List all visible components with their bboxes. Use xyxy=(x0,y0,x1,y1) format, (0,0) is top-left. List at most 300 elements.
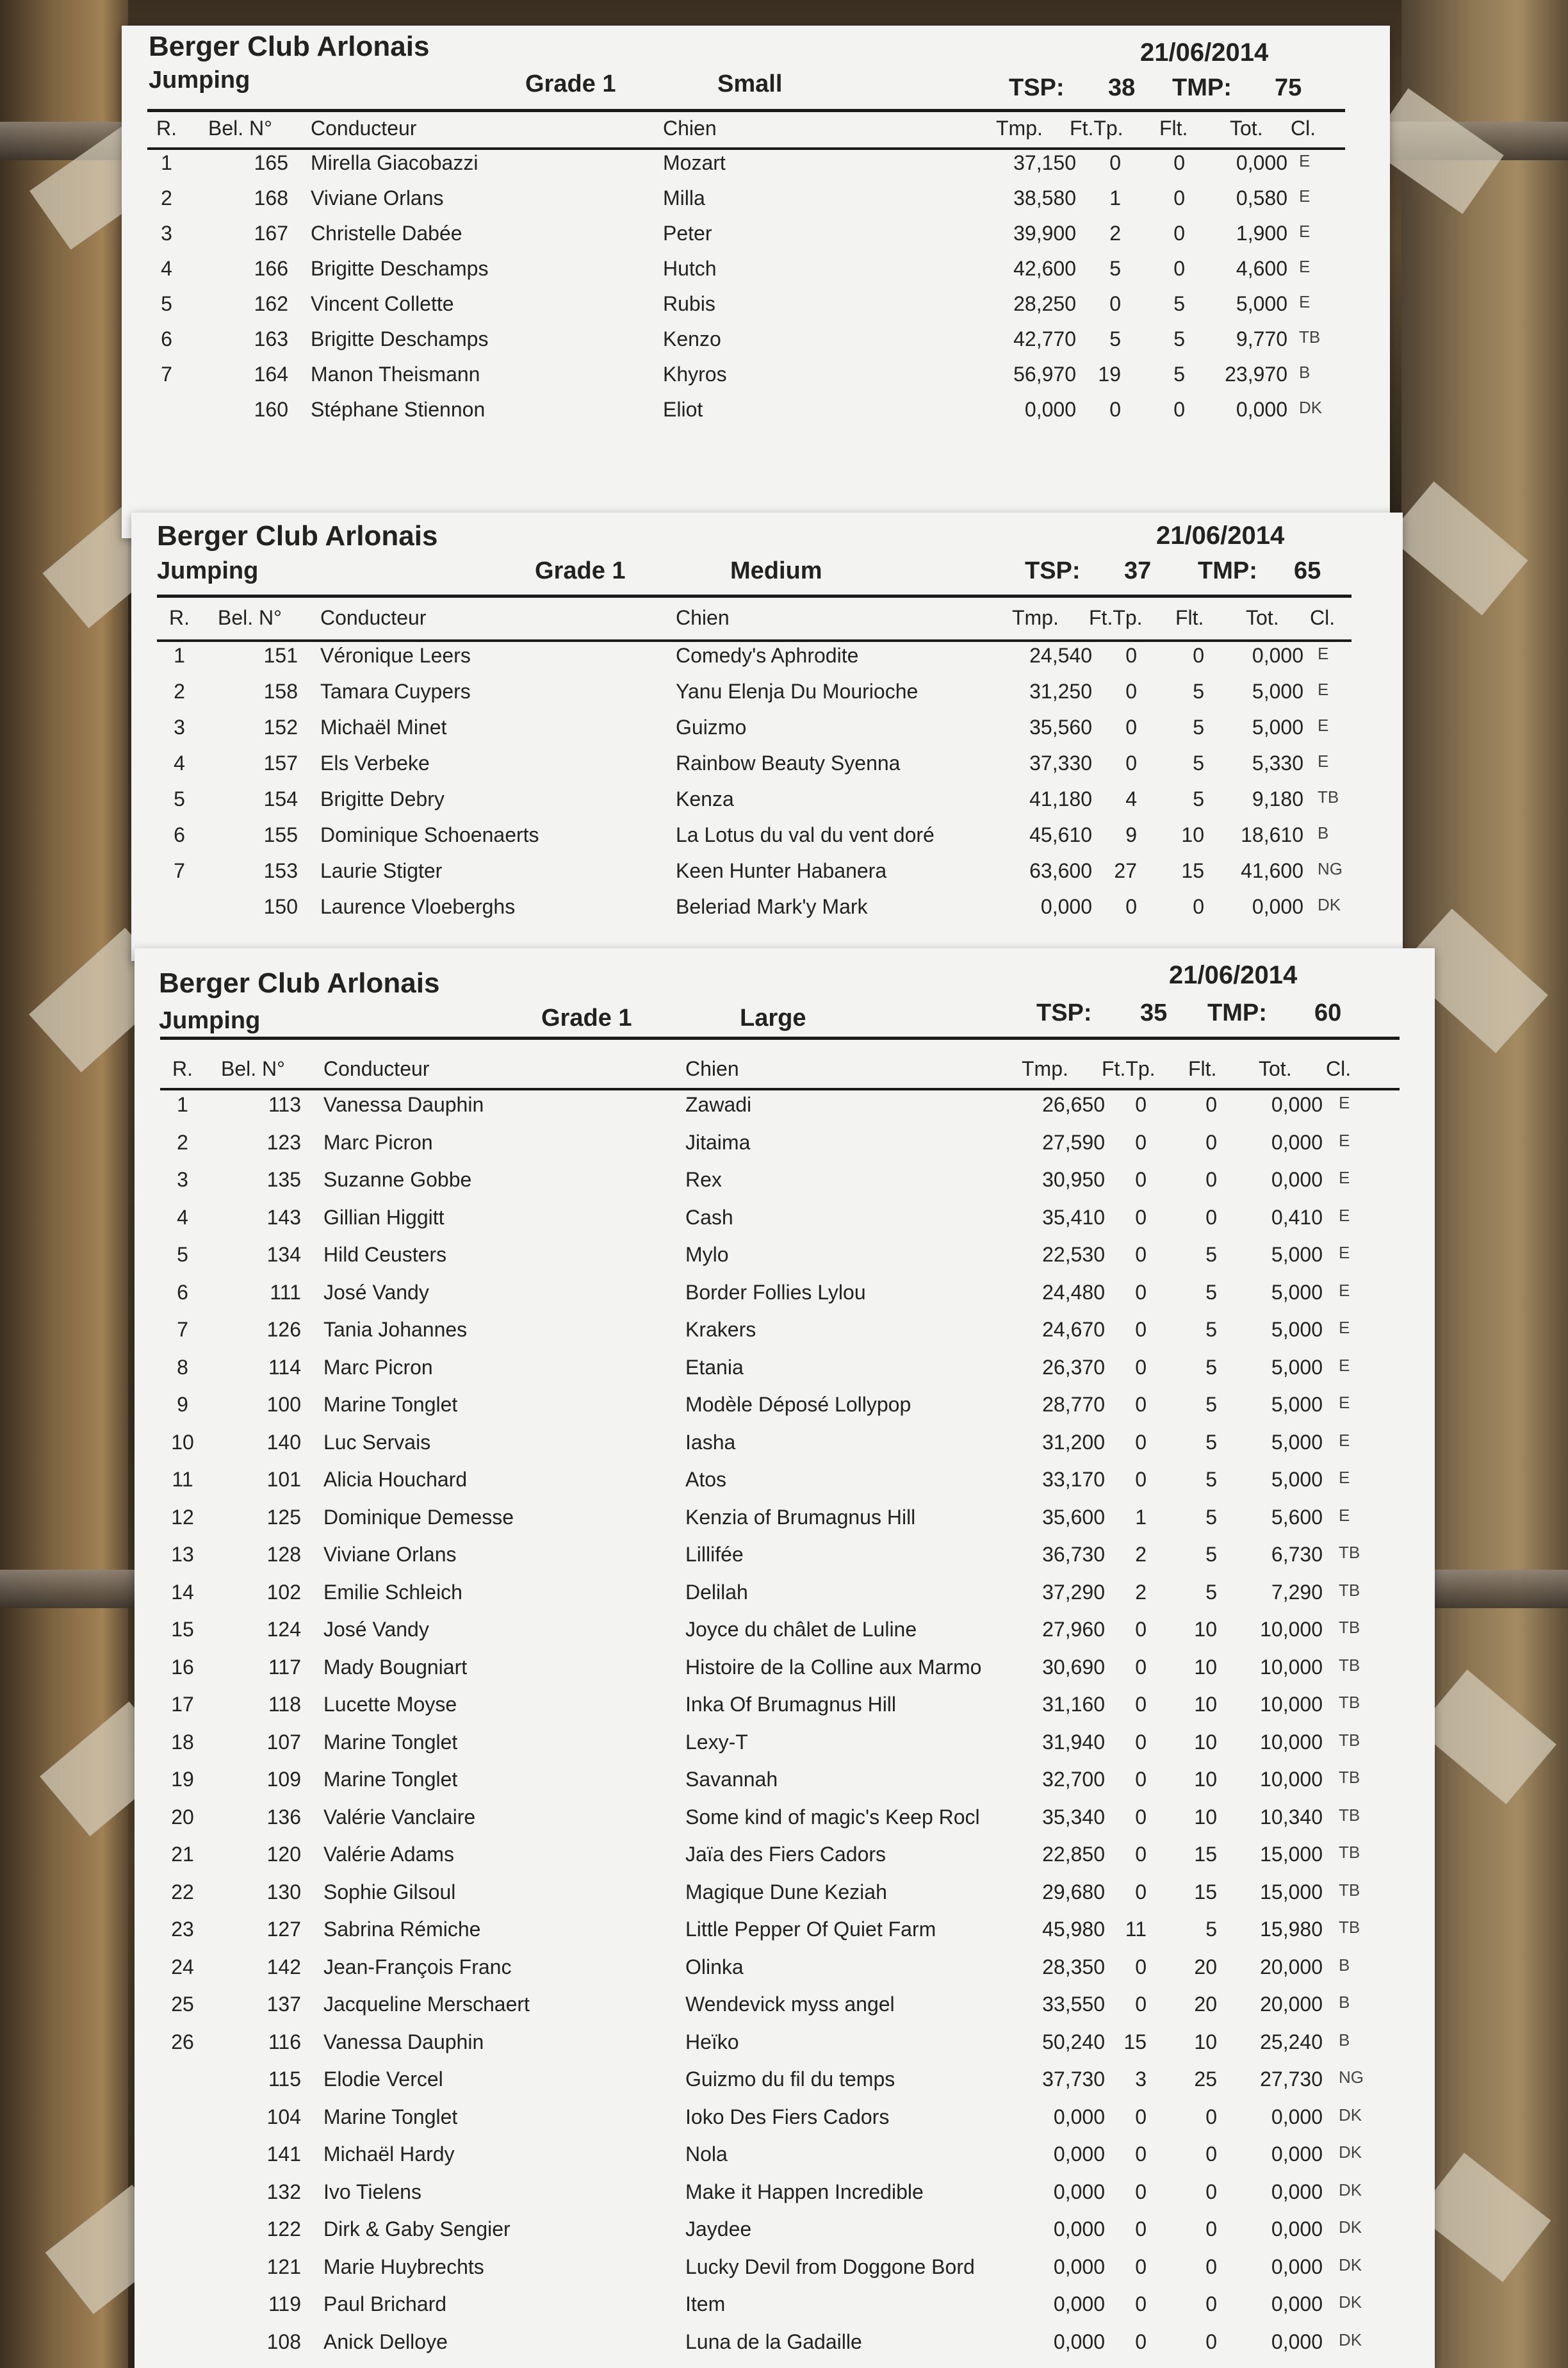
handler-cell: Dirk & Gaby Sengier xyxy=(323,2217,510,2241)
results-sheet-medium xyxy=(131,513,1403,961)
table-row xyxy=(131,644,1403,677)
tsp-label: TSP: xyxy=(1036,999,1092,1026)
faults-cell: 0 xyxy=(1205,2217,1217,2241)
time-faults-cell: 0 xyxy=(1135,1805,1147,1829)
grade-cell: TB xyxy=(1339,1843,1360,1862)
col-grade: Cl. xyxy=(1326,1057,1352,1080)
rank-cell: 7 xyxy=(161,363,172,386)
bib-cell: 153 xyxy=(263,859,298,882)
handler-cell: Marine Tonglet xyxy=(323,1393,458,1416)
table-row xyxy=(135,1506,1435,1539)
rank-cell: 2 xyxy=(174,680,185,703)
col-handler: Conducteur xyxy=(323,1057,430,1080)
col-rank: R. xyxy=(172,1057,193,1080)
rank-cell: 1 xyxy=(174,644,185,667)
handler-cell: Marc Picron xyxy=(323,1130,433,1154)
time-cell: 28,250 xyxy=(1013,292,1076,315)
dog-cell: Peter xyxy=(663,222,712,245)
total-cell: 5,000 xyxy=(1271,1243,1323,1266)
total-cell: 25,240 xyxy=(1260,2030,1323,2053)
bib-cell: 135 xyxy=(266,1168,301,1191)
bib-cell: 127 xyxy=(266,1918,301,1941)
dog-cell: Nola xyxy=(685,2142,728,2166)
header-rule xyxy=(147,109,1345,112)
time-faults-cell: 0 xyxy=(1135,1955,1147,1978)
table-row xyxy=(135,1731,1435,1764)
faults-cell: 10 xyxy=(1194,1768,1217,1791)
col-time: Tmp. xyxy=(1022,1057,1068,1080)
dog-cell: Hutch xyxy=(663,257,717,280)
table-row xyxy=(135,2030,1435,2064)
faults-cell: 5 xyxy=(1205,1393,1217,1416)
time-faults-cell: 0 xyxy=(1135,1993,1147,2016)
table-row xyxy=(135,1431,1435,1464)
bib-cell: 124 xyxy=(266,1618,301,1641)
dog-cell: Modèle Déposé Lollypop xyxy=(685,1393,911,1416)
dog-cell: Magique Dune Keziah xyxy=(685,1880,887,1903)
faults-cell: 5 xyxy=(1193,716,1204,739)
grade-cell: E xyxy=(1339,1243,1350,1262)
dog-cell: Delilah xyxy=(685,1580,748,1604)
rank-cell: 9 xyxy=(177,1393,188,1416)
time-faults-cell: 0 xyxy=(1135,1655,1147,1679)
col-dog: Chien xyxy=(663,117,717,140)
grade-cell: DK xyxy=(1339,2330,1362,2349)
time-cell: 37,730 xyxy=(1042,2068,1105,2091)
faults-cell: 0 xyxy=(1205,1130,1217,1154)
table-row xyxy=(135,2217,1435,2251)
bib-cell: 118 xyxy=(268,1693,301,1716)
time-faults-cell: 0 xyxy=(1135,2255,1147,2278)
bib-cell: 155 xyxy=(263,823,298,846)
tsp-value: 37 xyxy=(1124,557,1152,584)
dog-cell: Rubis xyxy=(663,292,715,315)
bib-cell: 162 xyxy=(254,292,288,315)
header-rule xyxy=(160,1088,1400,1090)
table-row xyxy=(135,1768,1435,1801)
bib-cell: 113 xyxy=(268,1093,301,1116)
dog-cell: Jaïa des Fiers Cadors xyxy=(685,1843,886,1866)
faults-cell: 0 xyxy=(1205,2105,1217,2128)
time-cell: 29,680 xyxy=(1042,1880,1105,1903)
grade-cell: B xyxy=(1339,1955,1350,1975)
faults-cell: 15 xyxy=(1181,859,1204,882)
col-rank: R. xyxy=(156,117,177,140)
column-header-row xyxy=(131,606,1403,639)
dog-cell: Kenzia of Brumagnus Hill xyxy=(685,1505,916,1529)
col-faults: Flt. xyxy=(1175,606,1204,629)
handler-cell: Lucette Moyse xyxy=(323,1693,457,1716)
rank-cell: 10 xyxy=(171,1430,194,1454)
rank-cell: 26 xyxy=(171,2030,194,2053)
handler-cell: Laurence Vloeberghs xyxy=(320,895,516,918)
faults-cell: 5 xyxy=(1205,1430,1217,1454)
time-faults-cell: 0 xyxy=(1109,151,1121,174)
col-bib: Bel. N° xyxy=(208,117,272,140)
table-row xyxy=(135,1393,1435,1426)
faults-cell: 25 xyxy=(1194,2068,1217,2091)
faults-cell: 0 xyxy=(1193,644,1204,667)
dog-cell: Lucky Devil from Doggone Bord xyxy=(685,2255,975,2278)
total-cell: 5,000 xyxy=(1271,1280,1323,1304)
rank-cell: 7 xyxy=(177,1318,188,1341)
bib-cell: 102 xyxy=(266,1580,301,1604)
faults-cell: 0 xyxy=(1173,186,1185,210)
total-cell: 0,000 xyxy=(1271,2180,1323,2203)
time-faults-cell: 11 xyxy=(1125,1918,1147,1941)
time-cell: 36,730 xyxy=(1042,1543,1105,1566)
handler-cell: Jacqueline Merschaert xyxy=(323,1993,530,2016)
faults-cell: 10 xyxy=(1194,1693,1217,1716)
dog-cell: Joyce du châlet de Luline xyxy=(685,1618,917,1641)
faults-cell: 0 xyxy=(1205,2255,1217,2278)
total-cell: 5,600 xyxy=(1271,1505,1323,1529)
total-cell: 0,000 xyxy=(1271,2330,1323,2353)
table-row xyxy=(131,680,1403,713)
rank-cell: 4 xyxy=(161,257,172,280)
header-rule xyxy=(157,639,1352,642)
table-row xyxy=(135,1318,1435,1351)
event-date: 21/06/2014 xyxy=(1169,961,1298,989)
col-grade: Cl. xyxy=(1291,117,1316,140)
total-cell: 0,000 xyxy=(1271,2255,1323,2278)
bib-cell: 128 xyxy=(266,1543,301,1566)
col-total: Tot. xyxy=(1246,606,1279,629)
rank-cell: 3 xyxy=(161,222,172,245)
table-row xyxy=(135,1880,1435,1914)
grade-cell: NG xyxy=(1339,2068,1364,2087)
faults-cell: 5 xyxy=(1205,1355,1217,1379)
dog-cell: Item xyxy=(685,2292,726,2315)
total-cell: 5,000 xyxy=(1271,1355,1323,1379)
time-cell: 35,340 xyxy=(1042,1805,1105,1829)
dog-cell: Savannah xyxy=(685,1768,778,1791)
grade: Grade 1 xyxy=(541,1005,632,1032)
dog-cell: Yanu Elenja Du Mourioche xyxy=(676,680,919,703)
dog-cell: Lexy-T xyxy=(685,1730,748,1754)
total-cell: 9,180 xyxy=(1252,787,1303,810)
time-cell: 0,000 xyxy=(1024,398,1076,421)
table-row xyxy=(131,752,1403,785)
dog-cell: Inka Of Brumagnus Hill xyxy=(685,1693,897,1716)
grade-cell: E xyxy=(1299,151,1311,170)
bib-cell: 120 xyxy=(266,1843,301,1866)
bib-cell: 114 xyxy=(268,1355,301,1379)
col-total: Tot. xyxy=(1230,117,1263,140)
total-cell: 0,410 xyxy=(1271,1205,1323,1229)
bib-cell: 165 xyxy=(254,151,288,174)
handler-cell: Mady Bougniart xyxy=(323,1655,468,1679)
bib-cell: 152 xyxy=(263,716,298,739)
time-faults-cell: 0 xyxy=(1135,2105,1147,2128)
dog-cell: Guizmo xyxy=(676,716,747,739)
handler-cell: Michaël Minet xyxy=(320,716,447,739)
grade-cell: DK xyxy=(1339,2217,1362,2237)
table-row xyxy=(122,151,1390,185)
faults-cell: 0 xyxy=(1205,1168,1217,1191)
grade-cell: E xyxy=(1299,222,1311,241)
time-cell: 39,900 xyxy=(1013,222,1076,245)
handler-cell: Christelle Dabée xyxy=(311,222,462,245)
rank-cell: 22 xyxy=(171,1880,194,1903)
col-dog: Chien xyxy=(676,606,730,629)
time-cell: 27,590 xyxy=(1042,1130,1105,1154)
bib-cell: 125 xyxy=(266,1505,301,1529)
handler-cell: Anick Delloye xyxy=(323,2330,448,2353)
total-cell: 7,290 xyxy=(1271,1580,1323,1604)
rank-cell: 7 xyxy=(174,859,185,882)
bib-cell: 116 xyxy=(268,2030,301,2053)
header-rule xyxy=(147,147,1345,150)
dog-cell: Mozart xyxy=(663,151,726,174)
bib-cell: 101 xyxy=(266,1468,301,1491)
faults-cell: 5 xyxy=(1173,292,1185,315)
time-faults-cell: 0 xyxy=(1125,644,1137,667)
time-faults-cell: 0 xyxy=(1109,292,1121,315)
time-faults-cell: 19 xyxy=(1098,363,1121,386)
time-cell: 0,000 xyxy=(1053,2217,1105,2241)
rank-cell: 1 xyxy=(177,1093,188,1116)
wall-left xyxy=(0,0,128,2368)
time-faults-cell: 0 xyxy=(1135,1205,1147,1229)
time-faults-cell: 9 xyxy=(1125,823,1137,846)
faults-cell: 10 xyxy=(1181,823,1204,846)
total-cell: 5,000 xyxy=(1271,1468,1323,1491)
grade-cell: E xyxy=(1339,1093,1350,1112)
table-row xyxy=(131,895,1403,928)
time-faults-cell: 0 xyxy=(1109,398,1121,421)
time-faults-cell: 0 xyxy=(1125,895,1137,918)
time-cell: 31,200 xyxy=(1042,1430,1105,1454)
handler-cell: José Vandy xyxy=(323,1280,429,1304)
table-row xyxy=(135,1093,1435,1126)
dog-cell: Khyros xyxy=(663,363,727,386)
dog-cell: Beleriad Mark'y Mark xyxy=(676,895,868,918)
table-row xyxy=(131,716,1403,749)
rank-cell: 3 xyxy=(177,1168,188,1191)
handler-cell: Viviane Orlans xyxy=(323,1543,457,1566)
rank-cell: 11 xyxy=(172,1468,193,1491)
handler-cell: José Vandy xyxy=(323,1618,429,1641)
column-header-row xyxy=(122,117,1390,150)
table-row xyxy=(122,327,1390,361)
results-sheet-small xyxy=(122,26,1390,538)
handler-cell: Alicia Houchard xyxy=(323,1468,468,1491)
grade-cell: E xyxy=(1339,1393,1350,1412)
table-row xyxy=(122,363,1390,396)
table-row xyxy=(135,1843,1435,1876)
total-cell: 18,610 xyxy=(1241,823,1303,846)
size-category: Small xyxy=(717,70,783,97)
rank-cell: 20 xyxy=(171,1805,194,1829)
grade-cell: DK xyxy=(1339,2180,1362,2199)
bib-cell: 117 xyxy=(268,1655,301,1679)
dog-cell: Ioko Des Fiers Cadors xyxy=(685,2105,890,2128)
grade-cell: B xyxy=(1318,823,1329,843)
dog-cell: Jitaima xyxy=(685,1130,751,1154)
time-cell: 32,700 xyxy=(1042,1768,1105,1791)
total-cell: 15,000 xyxy=(1260,1843,1323,1866)
time-cell: 26,370 xyxy=(1042,1355,1105,1379)
col-time: Tmp. xyxy=(996,117,1043,140)
handler-cell: Stéphane Stiennon xyxy=(311,398,486,421)
bib-cell: 140 xyxy=(266,1430,301,1454)
time-faults-cell: 0 xyxy=(1135,1693,1147,1716)
rank-cell: 6 xyxy=(161,327,172,350)
time-cell: 0,000 xyxy=(1053,2142,1105,2166)
grade-cell: E xyxy=(1339,1355,1350,1375)
table-row xyxy=(135,1693,1435,1726)
time-faults-cell: 0 xyxy=(1135,2330,1147,2353)
faults-cell: 20 xyxy=(1194,1993,1217,2016)
handler-cell: Paul Brichard xyxy=(323,2292,447,2315)
time-cell: 63,600 xyxy=(1029,859,1092,882)
bib-cell: 104 xyxy=(266,2105,301,2128)
time-faults-cell: 0 xyxy=(1135,1618,1147,1641)
total-cell: 5,000 xyxy=(1271,1430,1323,1454)
table-row xyxy=(135,1618,1435,1651)
time-cell: 24,480 xyxy=(1042,1280,1105,1304)
dog-cell: Rainbow Beauty Syenna xyxy=(676,752,901,775)
faults-cell: 5 xyxy=(1173,363,1185,386)
total-cell: 15,980 xyxy=(1260,1918,1323,1941)
handler-cell: Marine Tonglet xyxy=(323,1730,458,1754)
faults-cell: 0 xyxy=(1173,398,1185,421)
time-faults-cell: 3 xyxy=(1135,2068,1147,2091)
faults-cell: 5 xyxy=(1205,1280,1217,1304)
time-cell: 0,000 xyxy=(1053,2292,1105,2315)
rank-cell: 18 xyxy=(171,1730,194,1754)
bib-cell: 122 xyxy=(266,2217,301,2241)
bib-cell: 166 xyxy=(254,257,288,280)
table-row xyxy=(122,292,1390,325)
table-row xyxy=(135,1805,1435,1839)
handler-cell: Gillian Higgitt xyxy=(323,1205,445,1229)
dog-cell: Eliot xyxy=(663,398,703,421)
total-cell: 0,000 xyxy=(1271,2217,1323,2241)
table-row xyxy=(135,1243,1435,1276)
time-faults-cell: 5 xyxy=(1109,257,1121,280)
tmp-label: TMP: xyxy=(1198,557,1257,584)
table-row xyxy=(135,1468,1435,1501)
dog-cell: Milla xyxy=(663,186,705,210)
dog-cell: Rex xyxy=(685,1168,722,1191)
grade-cell: E xyxy=(1339,1468,1350,1487)
grade-cell: E xyxy=(1318,680,1329,699)
col-handler: Conducteur xyxy=(311,117,417,140)
time-faults-cell: 0 xyxy=(1135,2142,1147,2166)
table-row xyxy=(135,1168,1435,1201)
handler-cell: Els Verbeke xyxy=(320,752,430,775)
grade-cell: NG xyxy=(1318,859,1343,878)
time-cell: 33,170 xyxy=(1042,1468,1105,1491)
results-sheet-large xyxy=(135,948,1435,2368)
discipline: Jumping xyxy=(159,1007,261,1034)
tmp-label: TMP: xyxy=(1207,999,1267,1026)
time-faults-cell: 0 xyxy=(1135,1880,1147,1903)
handler-cell: Véronique Leers xyxy=(320,644,471,667)
col-bib: Bel. N° xyxy=(221,1057,285,1080)
faults-cell: 10 xyxy=(1194,1655,1217,1679)
tsp-value: 38 xyxy=(1108,74,1136,101)
time-cell: 31,250 xyxy=(1029,680,1092,703)
table-row xyxy=(135,1656,1435,1689)
table-row xyxy=(135,1543,1435,1576)
handler-cell: Ivo Tielens xyxy=(323,2180,421,2203)
dog-cell: Some kind of magic's Keep Rocl xyxy=(685,1805,980,1829)
faults-cell: 10 xyxy=(1194,1805,1217,1829)
table-row xyxy=(135,1281,1435,1314)
bib-cell: 150 xyxy=(263,895,298,918)
time-faults-cell: 2 xyxy=(1109,222,1121,245)
total-cell: 15,000 xyxy=(1260,1880,1323,1903)
grade-cell: B xyxy=(1339,2030,1350,2050)
grade-cell: TB xyxy=(1339,1618,1360,1637)
time-cell: 42,600 xyxy=(1013,257,1076,280)
col-handler: Conducteur xyxy=(320,606,427,629)
handler-cell: Dominique Demesse xyxy=(323,1505,514,1529)
total-cell: 4,600 xyxy=(1236,257,1287,280)
time-cell: 35,410 xyxy=(1042,1205,1105,1229)
time-cell: 35,600 xyxy=(1042,1505,1105,1529)
time-faults-cell: 0 xyxy=(1135,1843,1147,1866)
header-rule xyxy=(157,595,1352,598)
rank-cell: 3 xyxy=(174,716,185,739)
handler-cell: Vanessa Dauphin xyxy=(323,1093,484,1116)
rank-cell: 19 xyxy=(171,1768,194,1791)
rank-cell: 16 xyxy=(171,1655,194,1679)
tmp-value: 65 xyxy=(1294,557,1321,584)
rank-cell: 17 xyxy=(171,1693,194,1716)
total-cell: 10,000 xyxy=(1260,1693,1323,1716)
bib-cell: 154 xyxy=(263,787,298,810)
col-rank: R. xyxy=(169,606,190,629)
col-time-faults: Ft.Tp. xyxy=(1102,1057,1156,1080)
time-cell: 37,330 xyxy=(1029,752,1092,775)
grade-cell: E xyxy=(1339,1318,1350,1337)
time-faults-cell: 0 xyxy=(1135,2180,1147,2203)
bib-cell: 111 xyxy=(270,1280,301,1304)
dog-cell: Krakers xyxy=(685,1318,756,1341)
dog-cell: Zawadi xyxy=(685,1093,752,1116)
grade-cell: TB xyxy=(1339,1730,1360,1750)
time-cell: 28,350 xyxy=(1042,1955,1105,1978)
rank-cell: 8 xyxy=(177,1355,188,1379)
total-cell: 0,000 xyxy=(1236,151,1287,174)
col-dog: Chien xyxy=(685,1057,739,1080)
dog-cell: Border Follies Lylou xyxy=(685,1280,866,1304)
total-cell: 6,730 xyxy=(1271,1543,1323,1566)
grade-cell: TB xyxy=(1339,1580,1360,1600)
total-cell: 10,000 xyxy=(1260,1618,1323,1641)
rank-cell: 1 xyxy=(161,151,172,174)
dog-cell: Little Pepper Of Quiet Farm xyxy=(685,1918,936,1941)
total-cell: 0,000 xyxy=(1236,398,1287,421)
faults-cell: 0 xyxy=(1173,222,1185,245)
dog-cell: Kenzo xyxy=(663,327,721,350)
tmp-value: 60 xyxy=(1314,999,1342,1026)
time-faults-cell: 0 xyxy=(1135,1468,1147,1491)
handler-cell: Brigitte Debry xyxy=(320,787,445,810)
faults-cell: 0 xyxy=(1205,1093,1217,1116)
time-cell: 28,770 xyxy=(1042,1393,1105,1416)
time-faults-cell: 0 xyxy=(1135,1093,1147,1116)
total-cell: 0,000 xyxy=(1271,2292,1323,2315)
total-cell: 0,000 xyxy=(1271,1093,1323,1116)
time-cell: 41,180 xyxy=(1029,787,1092,810)
dog-cell: Kenza xyxy=(676,787,734,810)
time-cell: 0,000 xyxy=(1053,2105,1105,2128)
